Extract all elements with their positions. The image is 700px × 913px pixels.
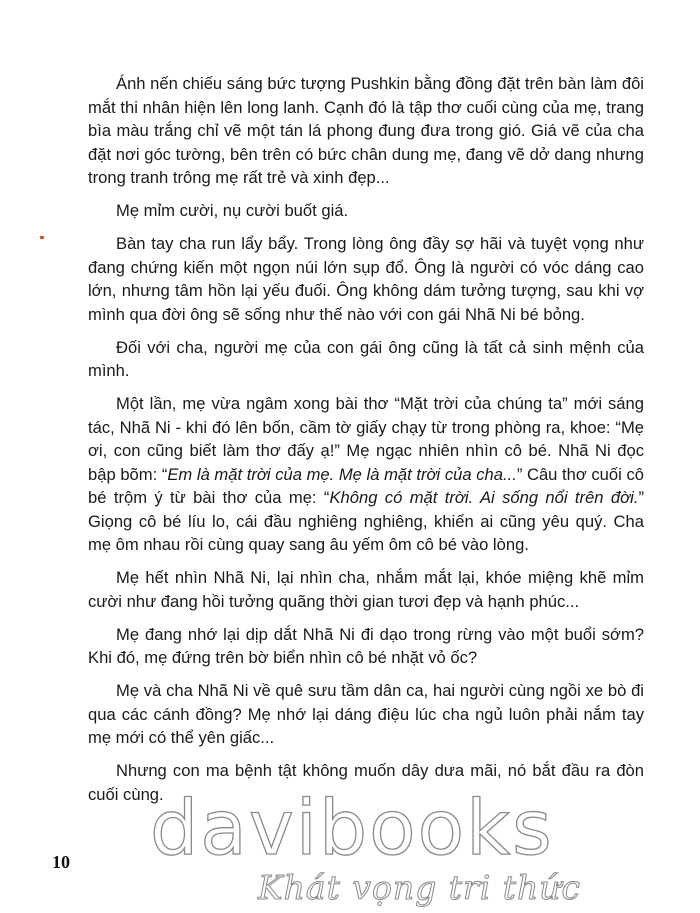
italic-quote: Không có mặt trời. Ai sống nổi trên đời. xyxy=(329,488,639,507)
text-run: Mẹ mỉm cười, nụ cười buốt giá. xyxy=(116,201,349,220)
body-text xyxy=(88,72,644,816)
text-run: Đối với cha, người mẹ của con gái ông cũng là tất cả sinh mệnh của mình. xyxy=(88,337,644,380)
text-run: ” Giọng cô bé líu lo, cái đầu nghiêng nghiêng, khiến ai cũng yêu quý. Cha mẹ ôm nhau rồi cùng quay sang âu yếm ôm cô bé vào lòng. xyxy=(88,488,644,554)
text-run: Mẹ hết nhìn Nhã Ni, lại nhìn cha, nhắm mắt lại, khóe miệng khẽ mỉm cười như đang hồi tưởng quãng thời gian tươi đẹp và hạnh phúc... xyxy=(88,568,644,611)
paragraph xyxy=(88,623,644,670)
watermark-tagline: Khát vọng tri thức xyxy=(258,868,582,907)
text-run: Ánh nến chiếu sáng bức tượng Pushkin bằng đồng đặt trên bàn làm đôi mắt thi nhân hiện lên long lanh. Cạnh đó là tập thơ cuối cùng của mẹ, trang bìa màu trắng chỉ vẽ một tán lá phong đung đưa trong gió. Giá vẽ của cha đặt nơi góc tường, bên trên có bức chân dung mẹ, đang vẽ dở dang nhưng trong tranh trông mẹ rất trẻ và xinh đẹp... xyxy=(88,74,644,187)
paragraph xyxy=(88,566,644,613)
watermark xyxy=(150,783,690,913)
italic-quote: Em là mặt trời của mẹ. Mẹ là mặt trời của cha... xyxy=(167,464,517,484)
text-run: Mẹ và cha Nhã Ni về quê sưu tầm dân ca, hai người cùng ngồi xe bò đi qua các cánh đồng? Mẹ nhớ lại dáng điệu lúc cha ngủ luôn phải nắm tay mẹ mới có thể yên giấc... xyxy=(88,681,644,747)
paragraph xyxy=(88,392,644,557)
text-run: Nhưng con ma bệnh tật không muốn dây dưa mãi, nó bắt đầu ra đòn cuối cùng. xyxy=(88,761,644,804)
watermark-brand: davibooks xyxy=(150,783,554,872)
paragraph xyxy=(88,232,644,326)
paragraph xyxy=(88,72,644,190)
page-number: 10 xyxy=(52,852,70,872)
paragraph xyxy=(88,336,644,383)
paragraph xyxy=(88,679,644,750)
text-run: Mẹ đang nhớ lại dịp dắt Nhã Ni đi dạo trong rừng vào một buổi sớm? Khi đó, mẹ đứng trên bờ biển nhìn cô bé nhặt vỏ ốc? xyxy=(88,624,644,667)
text-run: Một lần, mẹ vừa ngâm xong bài thơ “Mặt trời của chúng ta” mới sáng tác, Nhã Ni - khi đó lên bốn, cầm tờ giấy chạy từ trong phòng ra, khoe: “Mẹ ơi, con cũng biết làm thơ đấy ạ!” Mẹ ngạc nhiên nhìn cô bé. Nhã Ni đọc bập bõm: “ xyxy=(88,394,644,484)
stray-ink-mark xyxy=(40,236,44,239)
text-run: Bàn tay cha run lẩy bẩy. Trong lòng ông đầy sợ hãi và tuyệt vọng như đang chứng kiến một ngọn núi lớn sụp đổ. Ông là người có vóc dáng cao lớn, nhưng tâm hồn lại yếu đuối. Ông không dám tưởng tượng, sau khi vợ mình qua đời ông sẽ sống như thế nào với con gái Nhã Ni bé bỏng. xyxy=(88,234,644,324)
paragraph xyxy=(88,199,644,223)
text-run: ” Câu thơ cuối cô bé trộm ý từ bài thơ của mẹ: “ xyxy=(88,464,644,507)
